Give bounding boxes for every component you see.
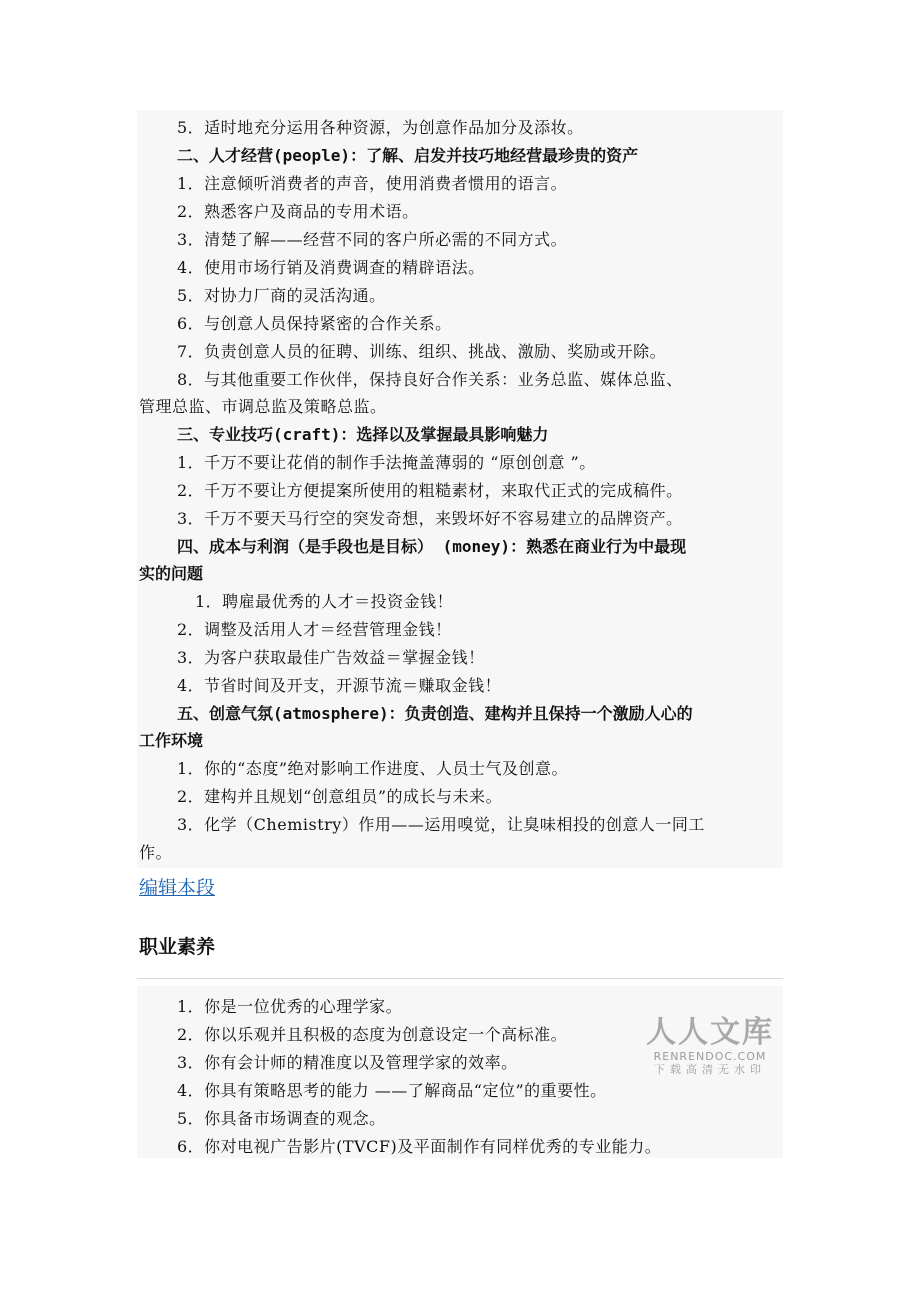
list-item: 3．为客户获取最佳广告效益＝掌握金钱！ bbox=[177, 648, 485, 667]
list-item: 2．千万不要让方便提案所使用的粗糙素材，来取代正式的完成稿件。 bbox=[177, 481, 683, 500]
list-item-continuation: 管理总监、市调总监及策略总监。 bbox=[139, 397, 387, 416]
subsection-heading-money: 四、成本与利润（是手段也是目标） (money)：熟悉在商业行为中最现 bbox=[177, 537, 687, 556]
list-item: 5．对协力厂商的灵活沟通。 bbox=[177, 286, 386, 305]
subsection-heading-atmosphere-continuation: 工作环境 bbox=[139, 731, 204, 750]
list-item: 6．你对电视广告影片(TVCF)及平面制作有同样优秀的专业能力。 bbox=[177, 1137, 662, 1156]
list-item: 5．你具备市场调查的观念。 bbox=[177, 1109, 386, 1128]
list-item: 5．适时地充分运用各种资源，为创意作品加分及添妆。 bbox=[177, 118, 584, 137]
list-item: 3．清楚了解——经营不同的客户所必需的不同方式。 bbox=[177, 230, 568, 249]
subsection-heading-atmosphere: 五、创意气氛(atmosphere)：负责创造、建构并且保持一个激励人心的 bbox=[177, 704, 693, 723]
list-item: 8．与其他重要工作伙伴，保持良好合作关系：业务总监、媒体总监、 bbox=[177, 370, 683, 389]
list-item: 2．熟悉客户及商品的专用术语。 bbox=[177, 202, 419, 221]
list-item: 1．千万不要让花俏的制作手法掩盖薄弱的 “原创创意 ”。 bbox=[177, 453, 596, 472]
watermark-tagline: 下载高清无水印 bbox=[654, 1063, 766, 1076]
list-item: 6．与创意人员保持紧密的合作关系。 bbox=[177, 314, 452, 333]
list-item: 3．化学（Chemistry）作用——运用嗅觉，让臭味相投的创意人一同工 bbox=[177, 815, 705, 834]
list-item: 1．你的“态度”绝对影响工作进度、人员士气及创意。 bbox=[177, 759, 569, 778]
list-item: 1．注意倾听消费者的声音，使用消费者惯用的语言。 bbox=[177, 174, 568, 193]
watermark-domain: RENRENDOC.COM bbox=[653, 1050, 767, 1063]
section-title: 职业素养 bbox=[139, 936, 216, 958]
list-item: 7．负责创意人员的征聘、训练、组织、挑战、激励、奖励或开除。 bbox=[177, 342, 667, 361]
subsection-heading-money-continuation: 实的问题 bbox=[139, 564, 204, 583]
list-item-continuation: 作。 bbox=[139, 843, 173, 862]
list-item: 3．你有会计师的精准度以及管理学家的效率。 bbox=[177, 1053, 518, 1072]
list-item: 3．千万不要天马行空的突发奇想，来毁坏好不容易建立的品牌资产。 bbox=[177, 509, 683, 528]
list-item: 4．节省时间及开支，开源节流＝赚取金钱！ bbox=[177, 676, 502, 695]
list-item: 2．调整及活用人才＝经营管理金钱！ bbox=[177, 620, 452, 639]
watermark-logo bbox=[646, 1016, 774, 1077]
list-item: 2．建构并且规划“创意组员”的成长与未来。 bbox=[177, 787, 503, 806]
section-divider bbox=[137, 978, 783, 979]
list-item: 4．你具有策略思考的能力 ——了解商品“定位”的重要性。 bbox=[177, 1081, 607, 1100]
watermark-main-text: 人人文库 bbox=[646, 1015, 774, 1050]
list-item: 2．你以乐观并且积极的态度为创意设定一个高标准。 bbox=[177, 1025, 568, 1044]
list-item: 1．聘雇最优秀的人才＝投资金钱！ bbox=[195, 592, 454, 611]
list-item: 1．你是一位优秀的心理学家。 bbox=[177, 997, 403, 1016]
subsection-heading-craft: 三、专业技巧(craft)：选择以及掌握最具影响魅力 bbox=[177, 425, 549, 444]
edit-section-link[interactable]: 编辑本段 bbox=[139, 877, 216, 899]
subsection-heading-people: 二、人才经营(people)：了解、启发并技巧地经营最珍贵的资产 bbox=[177, 146, 639, 165]
list-item: 4．使用市场行销及消费调查的精辟语法。 bbox=[177, 258, 485, 277]
